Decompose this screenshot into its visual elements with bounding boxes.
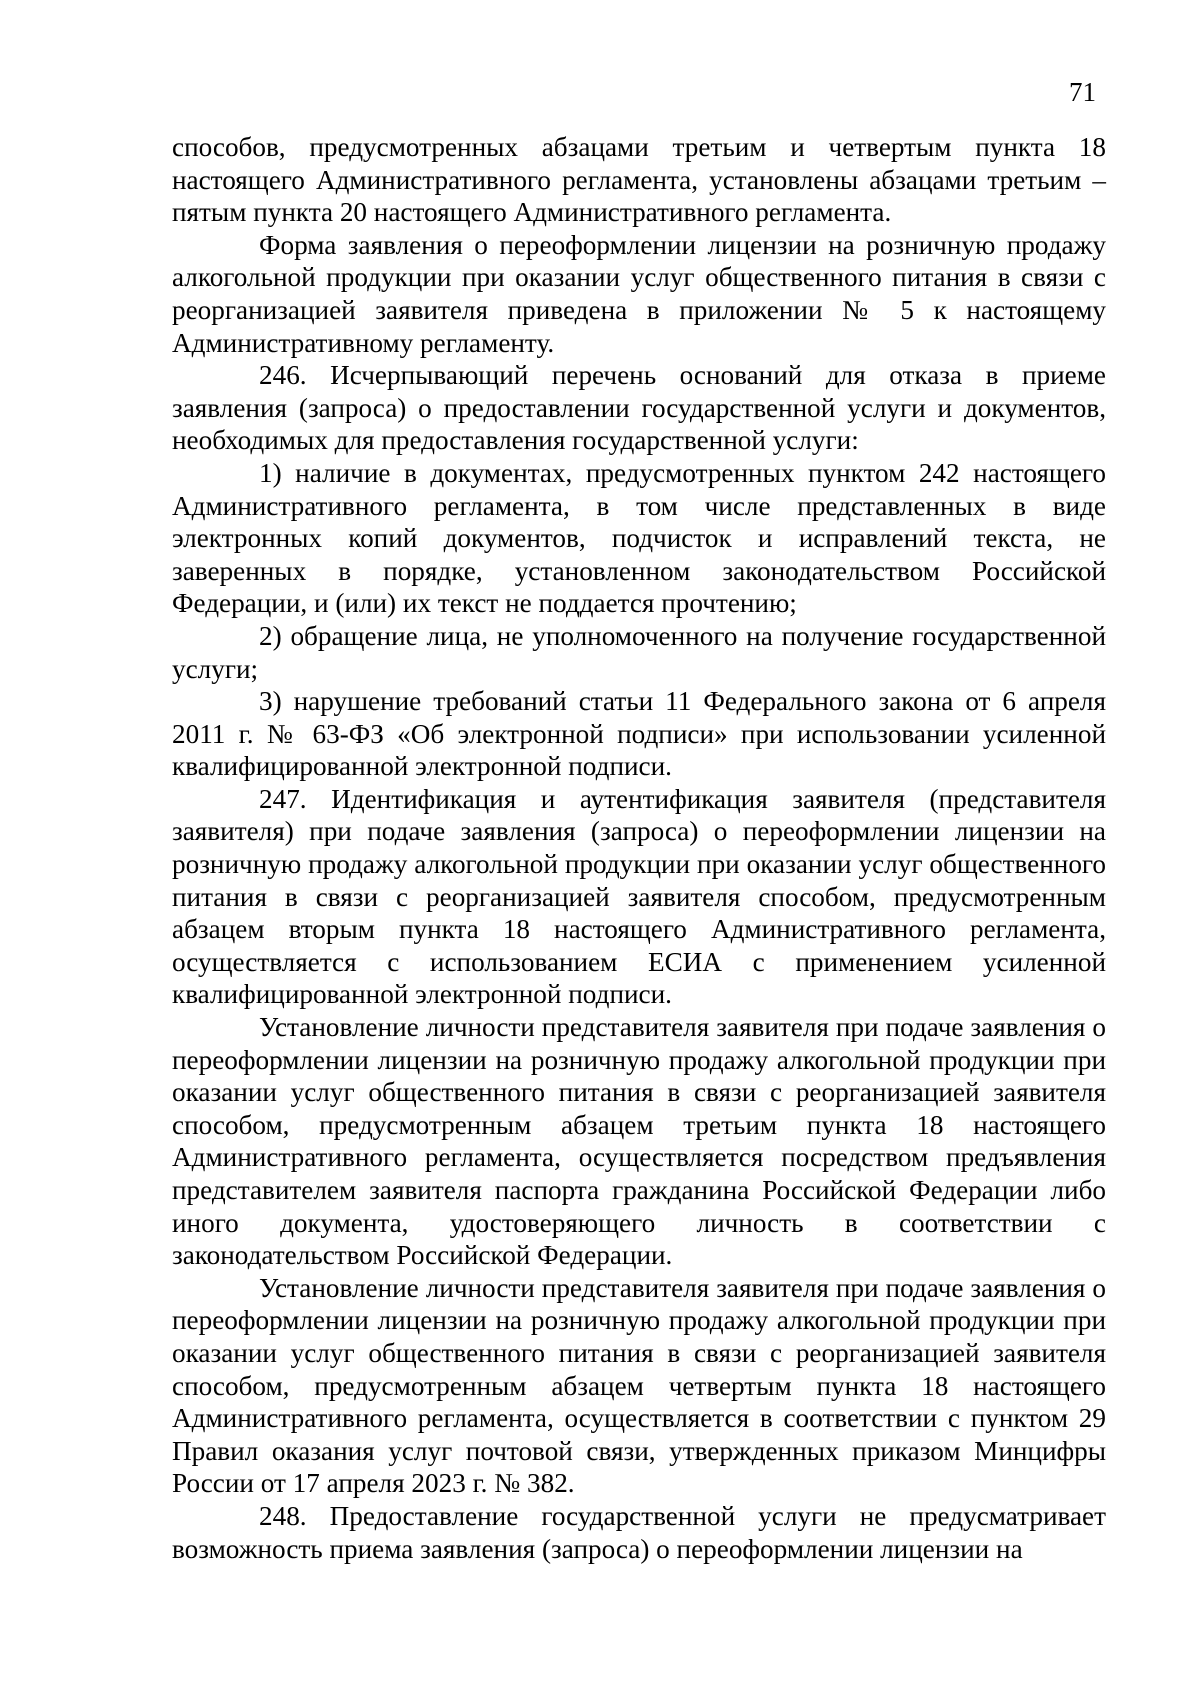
paragraph-continuation: способов, предусмотренных абзацами третьим и четвертым пункта 18 настоящего Административного регламента, установлены абзацами третьим – пятым пункта 20 настоящего Административного регламента. xyxy=(172,132,1106,228)
paragraph-248: 248. Предоставление государственной услуги не предусматривает возможность приема заявления (запроса) о переоформлении лицензии на xyxy=(172,1500,1106,1564)
paragraph-246: 246. Исчерпывающий перечень оснований для отказа в приеме заявления (запроса) о предоставлении государственной услуги и документов, необходимых для предоставления государственной услуги: xyxy=(172,360,1106,456)
paragraph-application-form: Форма заявления о переоформлении лицензии на розничную продажу алкогольной продукции при оказании услуг общественного питания в связи с реорганизацией заявителя приведена в приложении № 5 к настоящему Административному регламенту. xyxy=(172,229,1106,358)
paragraph-247: 247. Идентификация и аутентификация заявителя (представителя заявителя) при подаче заявления (запроса) о переоформлении лицензии на розничную продажу алкогольной продукции при оказании услуг общественного питания в связи с реорганизацией заявителя способом, предусмотренным абзацем вторым пункта 18 настоящего Административного регламента, осуществляется с использованием ЕСИА с применением усиленной квалифицированной электронной подписи. xyxy=(172,783,1106,1010)
list-item-3: 3) нарушение требований статьи 11 Федерального закона от 6 апреля 2011 г. № 63-ФЗ «Об электронной подписи» при использовании усиленной квалифицированной электронной подписи. xyxy=(172,686,1106,782)
paragraph-identity-postal: Установление личности представителя заявителя при подаче заявления о переоформлении лицензии на розничную продажу алкогольной продукции при оказании услуг общественного питания в связи с реорганизацией заявителя способом, предусмотренным абзацем четвертым пункта 18 настоящего Административного регламента, осуществляется в соответствии с пунктом 29 Правил оказания услуг почтовой связи, утвержденных приказом Минцифры России от 17 апреля 2023 г. № 382. xyxy=(172,1272,1106,1499)
paragraph-identity-in-person: Установление личности представителя заявителя при подаче заявления о переоформлении лицензии на розничную продажу алкогольной продукции при оказании услуг общественного питания в связи с реорганизацией заявителя способом, предусмотренным абзацем третьим пункта 18 настоящего Административного регламента, осуществляется посредством предъявления представителем заявителя паспорта гражданина Российской Федерации либо иного документа, удостоверяющего личность в соответствии с законодательством Российской Федерации. xyxy=(172,1012,1106,1271)
list-item-2: 2) обращение лица, не уполномоченного на получение государственной услуги; xyxy=(172,620,1106,684)
list-item-1: 1) наличие в документах, предусмотренных пунктом 242 настоящего Административного регламента, в том числе представленных в виде электронных копий документов, подчисток и исправлений текста, не заверенных в порядке, установленном законодательством Российской Федерации, и (или) их текст не поддается прочтению; xyxy=(172,457,1106,619)
page-number: 71 xyxy=(1069,77,1096,107)
document-body xyxy=(172,131,1106,1565)
